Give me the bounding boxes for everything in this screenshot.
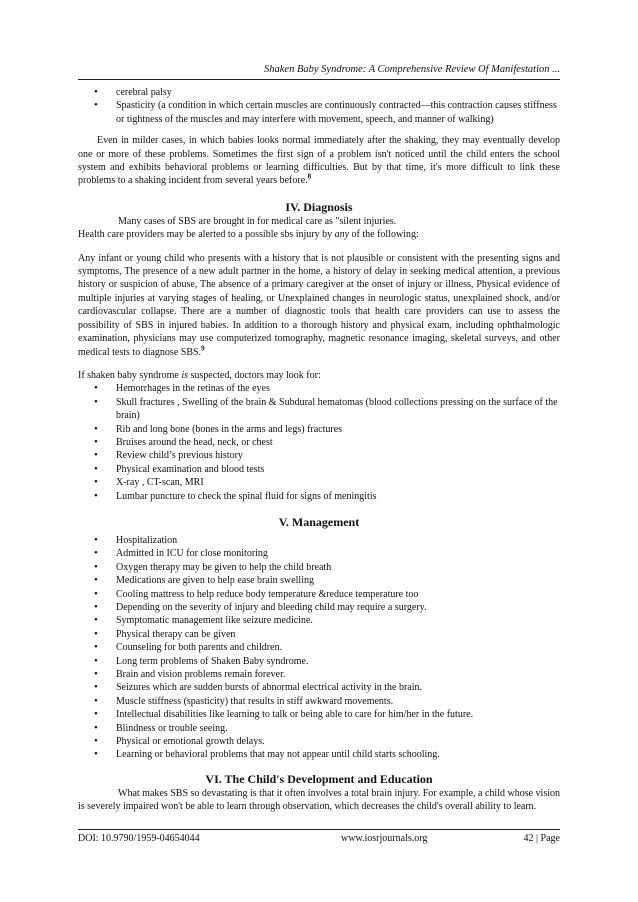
- management-list: [78, 534, 560, 762]
- list-item: • Counseling for both parents and children.: [78, 641, 560, 654]
- list-item: • Blindness or trouble seeing.: [78, 722, 560, 735]
- list-item: • Depending on the severity of injury and bleeding child may require a surgery.: [78, 601, 560, 614]
- diagnosis-paragraph-text: Any infant or young child who presents with a history that is not plausible or consistent with the presenting signs and symptoms, The presence of a new adult partner in the home, a history of delay in seeking medical attention, a previous history or suspicion of abuse, The absence of a primary caregiver at the onset of injury or illness, Physical evidence of multiple injuries at varying stages of healing, or Unexplained changes in neurologic status, unexplained shock, and/or cardiovascular collapse. There are a number of diagnostic tools that health care providers can use to assess the possibility of SBS in injured babies. In addition to a thorough history and physical exam, including ophthalmologic examination, physicians may use computerized tomography, magnetic resonance imaging, skeletal surveys, and other medical tests to diagnose SBS.: [78, 252, 560, 358]
- list-item: • Learning or behavioral problems that may not appear until child starts schooling.: [78, 748, 560, 761]
- list-item: • Long term problems of Shaken Baby syndrome.: [78, 655, 560, 668]
- development-paragraph: What makes SBS so devastating is that it often involves a total brain injury. For example, a child whose vision is severely impaired won't be able to learn through observation, which decreases the child's overall ability to learn.: [78, 787, 560, 813]
- list-item: • Physical therapy can be given: [78, 628, 560, 641]
- section-heading-management: V. Management: [278, 514, 360, 529]
- list-item: • Rib and long bone (bones in the arms and legs) fractures: [78, 423, 560, 436]
- section-heading-development: VI. The Child's Development and Education: [205, 771, 433, 786]
- list-item: • Seizures which are sudden bursts of abnormal electrical activity in the brain.: [78, 681, 560, 694]
- list-item: • Physical or emotional growth delays.: [78, 735, 560, 748]
- diagnosis-list: [78, 382, 560, 503]
- text-run: Health care providers may be alerted to a possible sbs injury by: [78, 229, 335, 241]
- intro-bullet-list: [78, 86, 560, 126]
- list-item: • Lumbar puncture to check the spinal fluid for signs of meningitis: [78, 490, 560, 503]
- page-footer: [78, 829, 560, 844]
- list-item: • X-ray , CT-scan, MRI: [78, 476, 560, 489]
- emphasis: is: [181, 369, 188, 381]
- list-item: • Symptomatic management like seizure medicine.: [78, 614, 560, 627]
- list-item: • Hospitalization: [78, 534, 560, 547]
- text-run: of the following:: [349, 229, 419, 241]
- diagnosis-paragraph: [78, 252, 560, 359]
- diagnosis-line: Many cases of SBS are brought in for medical care as "silent injuries.: [118, 215, 397, 227]
- footer-website: www.iosrjournals.org: [341, 833, 428, 844]
- citation-ref: 9: [201, 344, 205, 353]
- list-item: • Spasticity (a condition in which certain muscles are continuously contracted—this contraction causes stiffness or tightness of the muscles and may interfere with movement, speech, and manner of walking): [78, 99, 560, 126]
- main-content: [78, 86, 560, 814]
- intro-paragraph: [78, 134, 560, 188]
- list-item: • Intellectual disabilities like learning to talk or being able to care for him/her in the future.: [78, 708, 560, 721]
- list-item: • Hemorrhages in the retinas of the eyes: [78, 382, 560, 395]
- list-item: • Skull fractures , Swelling of the brain & Subdural hematomas (blood collections pressing on the surface of the brain): [78, 396, 560, 423]
- list-item: • Cooling mattress to help reduce body temperature &reduce temperature too: [78, 588, 560, 601]
- citation-ref: 8: [307, 173, 312, 182]
- list-item: • Bruises around the head, neck, or chest: [78, 436, 560, 449]
- list-item: • Admitted in ICU for close monitoring: [78, 547, 560, 560]
- list-item: • cerebral palsy: [78, 86, 560, 99]
- text-run: If shaken baby syndrome: [78, 369, 182, 381]
- section-heading-diagnosis: IV. Diagnosis: [285, 199, 353, 214]
- footer-page-number: 42 | Page: [523, 833, 560, 844]
- list-item: • Oxygen therapy may be given to help the child breath: [78, 561, 560, 574]
- diagnosis-alert-line: [78, 228, 560, 241]
- header-rule: [78, 79, 560, 80]
- footer-doi: DOI: 10.9790/1959-04654044: [78, 833, 200, 844]
- list-item: • Physical examination and blood tests: [78, 463, 560, 476]
- list-item: • Muscle stiffness (spasticity) that results in stiff awkward movements.: [78, 695, 560, 708]
- emphasis: any: [334, 229, 350, 241]
- intro-paragraph-text: Even in milder cases, in which babies looks normal immediately after the shaking, they may eventually develop one or more of these problems. Sometimes the first sign of a problem isn't noticed until the child enters the school system and exhibits behavioral problems or learning difficulties. But by that time, it's more difficult to link these problems to a shaking incident from several years before.: [78, 135, 560, 187]
- list-item: • Medications are given to help ease brain swelling: [78, 574, 560, 587]
- text-run: suspected, doctors may look for:: [187, 369, 321, 381]
- list-item: • Review child’s previous history: [78, 449, 560, 462]
- suspect-intro: [78, 369, 560, 382]
- running-header: Shaken Baby Syndrome: A Comprehensive Review Of Manifestation ...: [264, 64, 560, 75]
- list-item: • Brain and vision problems remain forever.: [78, 668, 560, 681]
